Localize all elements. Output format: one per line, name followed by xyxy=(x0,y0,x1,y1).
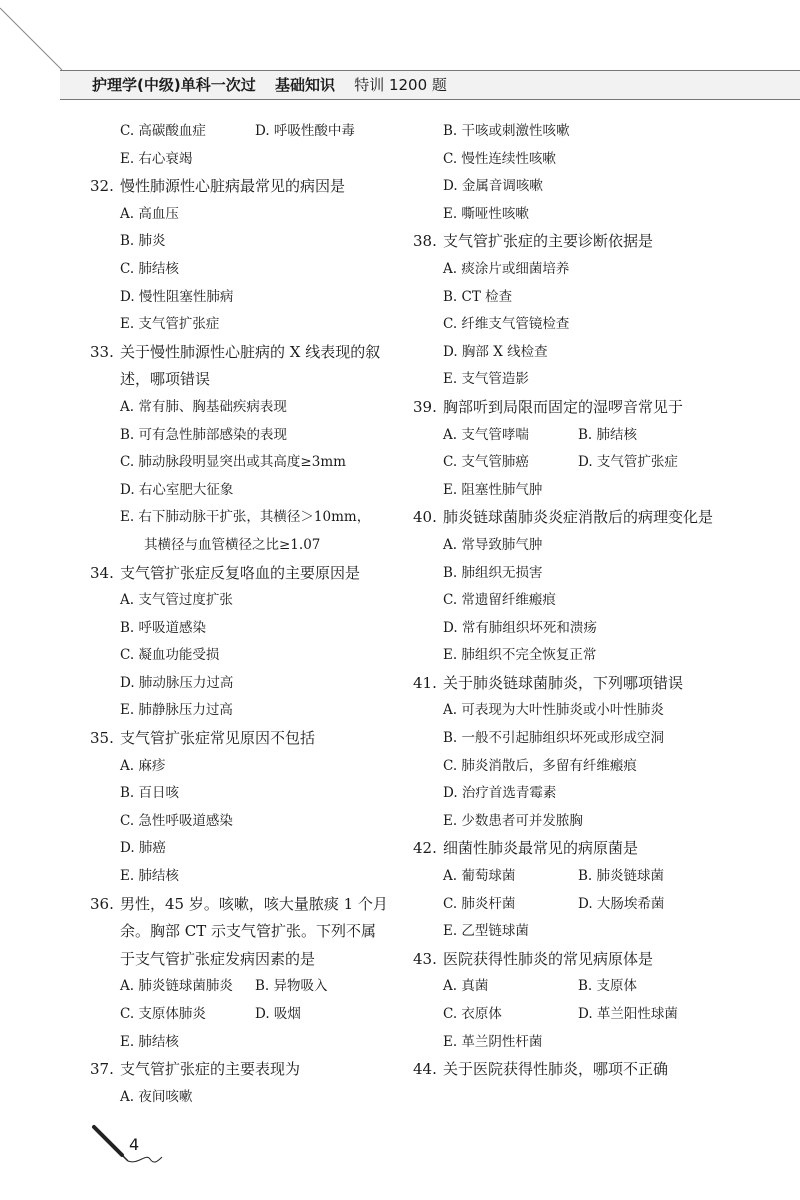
option: D. 肺动脉压力过高 xyxy=(120,674,234,691)
option: D. 呼吸性酸中毒 xyxy=(255,123,355,139)
question-37: 37. 支气管扩张症的主要表现为 xyxy=(90,1060,301,1079)
option-row xyxy=(443,863,713,891)
question-38: 38. 支气管扩张症的主要诊断依据是 xyxy=(413,232,654,251)
option: A. 高血压 xyxy=(120,205,179,222)
option: B. CT 检查 xyxy=(443,288,513,305)
option: A. 痰涂片或细菌培养 xyxy=(443,260,570,277)
option: A. 常有肺、胸基础疾病表现 xyxy=(120,398,287,415)
option: C. 支气管肺癌 xyxy=(443,454,529,471)
option: B. 一般不引起肺组织坏死或形成空洞 xyxy=(443,730,665,747)
option: C. 支原体肺炎 xyxy=(120,1006,206,1022)
option: E. 肺组织不完全恢复正常 xyxy=(443,647,597,664)
option: E. 支气管扩张症 xyxy=(120,316,220,333)
option: A. 麻疹 xyxy=(120,757,166,774)
option: B. 可有急性肺部感染的表现 xyxy=(120,426,288,443)
question-39: 39. 胸部听到局限而固定的湿啰音常见于 xyxy=(413,397,684,416)
option-row xyxy=(120,973,390,1001)
pen-icon xyxy=(88,1115,168,1165)
option: D. 慢性阻塞性肺病 xyxy=(120,288,234,305)
option: C. 肺结核 xyxy=(120,260,179,277)
option: A. 肺炎链球菌肺炎 xyxy=(120,978,233,995)
option: E. 嘶哑性咳嗽 xyxy=(443,205,529,222)
question-40: 40. 肺炎链球菌肺炎炎症消散后的病理变化是 xyxy=(413,508,714,527)
option: C. 肺炎杆菌 xyxy=(443,895,516,912)
option-row xyxy=(443,891,713,919)
option: E. 少数患者可并发脓胸 xyxy=(443,812,583,829)
option: D. 大肠埃希菌 xyxy=(578,895,665,912)
option-row xyxy=(120,118,390,146)
option: A. 可表现为大叶性肺炎或小叶性肺炎 xyxy=(443,702,664,719)
question-35: 35. 支气管扩张症常见原因不包括 xyxy=(90,729,316,748)
option: C. 常遗留纤维瘢痕 xyxy=(443,592,556,609)
question-36: 36. 男性，45 岁。咳嗽，咳大量脓痰 1 个月余。胸部 CT 示支气管扩张。下列不属于支气管扩张症发病因素的是 xyxy=(90,894,388,968)
option: C. 衣原体 xyxy=(443,1006,502,1022)
option-row xyxy=(120,1001,390,1029)
option: C. 高碳酸血症 xyxy=(120,123,206,139)
option: E. 右下肺动脉干扩张，其横径＞10mm， xyxy=(120,509,371,526)
option: B. 肺炎链球菌 xyxy=(578,868,665,885)
option: B. 肺炎 xyxy=(120,233,166,250)
book-title: 护理学(中级)单科一次过 xyxy=(92,76,256,94)
question-32: 32. 慢性肺源性心脏病最常见的病因是 xyxy=(90,177,346,196)
option: E. 乙型链球菌 xyxy=(443,923,529,940)
option: D. 支气管扩张症 xyxy=(578,454,678,471)
option: C. 慢性连续性咳嗽 xyxy=(443,150,556,167)
option: D. 革兰阳性球菌 xyxy=(578,1006,678,1022)
option: D. 金属音调咳嗽 xyxy=(443,178,543,195)
option: B. 肺组织无损害 xyxy=(443,564,543,581)
option: A. 真菌 xyxy=(443,978,489,995)
page-number: 4 xyxy=(129,1135,140,1154)
option: C. 急性呼吸道感染 xyxy=(120,812,233,829)
option: D. 吸烟 xyxy=(255,1006,301,1022)
option: E. 革兰阴性杆菌 xyxy=(443,1033,543,1050)
option: A. 常导致肺气肿 xyxy=(443,536,543,553)
question-33: 33. 关于慢性肺源性心脏病的 X 线表现的叙述，哪项错误 xyxy=(90,342,381,389)
option: A. 夜间咳嗽 xyxy=(120,1088,193,1105)
option: E. 肺静脉压力过高 xyxy=(120,702,233,719)
option: C. 肺炎消散后，多留有纤维瘢痕 xyxy=(443,757,637,774)
option: D. 胸部 X 线检查 xyxy=(443,343,548,360)
running-header xyxy=(60,70,800,100)
option-row xyxy=(443,422,713,450)
option: B. 异物吸入 xyxy=(255,978,328,995)
option: E. 肺结核 xyxy=(120,868,179,885)
option-continuation: 其横径与血管横径之比≥1.07 xyxy=(144,536,321,553)
option: A. 支气管哮喘 xyxy=(443,426,529,443)
question-44: 44. 关于医院获得性肺炎，哪项不正确 xyxy=(413,1060,669,1079)
question-42: 42. 细菌性肺炎最常见的病原菌是 xyxy=(413,839,639,858)
section-title: 基础知识 xyxy=(274,76,335,94)
option: D. 右心室肥大征象 xyxy=(120,481,234,498)
option: B. 呼吸道感染 xyxy=(120,619,207,636)
question-34: 34. 支气管扩张症反复咯血的主要原因是 xyxy=(90,563,361,582)
option: D. 治疗首选青霉素 xyxy=(443,785,557,802)
option: E. 右心衰竭 xyxy=(120,150,193,167)
option: E. 肺结核 xyxy=(120,1033,179,1050)
option: B. 干咳或刺激性咳嗽 xyxy=(443,123,570,139)
option-row xyxy=(443,973,713,1001)
option: A. 葡萄球菌 xyxy=(443,868,516,885)
header-subtitle: 特训 1200 题 xyxy=(354,76,447,94)
option: B. 百日咳 xyxy=(120,785,180,802)
option: E. 支气管造影 xyxy=(443,371,529,388)
option: C. 凝血功能受损 xyxy=(120,647,220,664)
left-column xyxy=(90,118,390,1111)
option: E. 阻塞性肺气肿 xyxy=(443,481,543,498)
option: B. 支原体 xyxy=(578,978,638,995)
option-row xyxy=(443,449,713,477)
option: A. 支气管过度扩张 xyxy=(120,592,233,609)
right-column xyxy=(413,118,713,1084)
option: B. 肺结核 xyxy=(578,426,638,443)
option: C. 肺动脉段明显突出或其高度≥3mm xyxy=(120,454,346,471)
option: D. 常有肺组织坏死和溃疡 xyxy=(443,619,597,636)
option: D. 肺癌 xyxy=(120,840,166,857)
option-row xyxy=(443,1001,713,1029)
option: C. 纤维支气管镜检查 xyxy=(443,316,570,333)
question-43: 43. 医院获得性肺炎的常见病原体是 xyxy=(413,949,654,968)
question-41: 41. 关于肺炎链球菌肺炎，下列哪项错误 xyxy=(413,673,684,692)
